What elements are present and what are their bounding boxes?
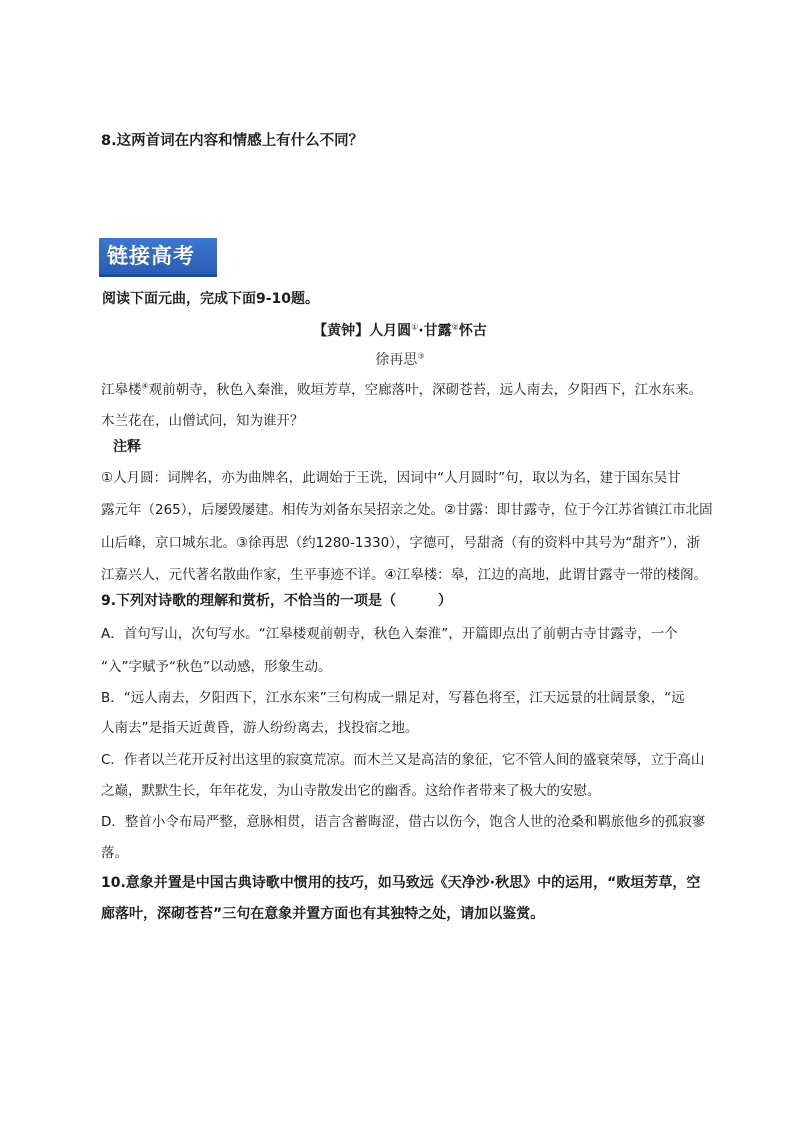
poem-line-1 <box>101 378 721 398</box>
poem-title-pre: 【黄钟】人月圆 <box>313 323 412 339</box>
poem-line-1-pre: 江皋楼 <box>101 382 142 398</box>
question-9: 9.下列对诗歌的理解和赏析，不恰当的一项是（ ） <box>101 593 453 609</box>
question-10-line-1: 10.意象并置是中国古典诗歌中惯用的技巧，如马致远《天净沙·秋思》中的运用，“败垣芳草，空 <box>101 875 701 891</box>
note-line: ①人月圆：词牌名，亦为曲牌名，此调始于王诜，因词中“人月圆时”句，取以为名，建于国东吴甘 <box>101 470 681 486</box>
poem-title-mid: ·甘露 <box>418 323 452 339</box>
option-b-line-2: 人南去”是指天近黄昏，游人纷纷离去，找投宿之地。 <box>101 720 419 736</box>
footnote-mark-2: ② <box>451 322 459 332</box>
option-a-line-1: A．首句写山，次句写水。“江皋楼观前朝寺，秋色入秦淮”，开篇即点出了前朝古寺甘露寺，一个 <box>101 626 678 642</box>
notes-heading: 注释 <box>113 439 141 455</box>
poem-line-2: 木兰花在，山僧试问，知为谁开？ <box>101 413 304 429</box>
reading-instruction: 阅读下面元曲，完成下面9-10题。 <box>102 291 320 307</box>
option-b-line-1: B．“远人南去，夕阳西下，江水东来”三句构成一鼎足对，写暮色将至，江天远景的壮阔景象，“远 <box>101 690 685 706</box>
poem-line-1-post: 观前朝寺，秋色入秦淮，败垣芳草，空廊落叶，深砌苍苔，远人南去，夕阳西下，江水东来。 <box>148 382 703 398</box>
question-10-line-2: 廊落叶，深砌苍苔”三句在意象并置方面也有其独特之处，请加以鉴赏。 <box>101 906 545 922</box>
option-d-line-1: D．整首小令布局严整，意脉相贯，语言含蓄晦涩，借古以伤今，饱含人世的沧桑和羁旅他乡的孤寂寥 <box>101 814 706 830</box>
note-line: 露元年（265），后屡毁屡建。相传为刘备东吴招亲之处。②甘露：即甘露寺，位于今江苏省镇江市北固 <box>101 502 713 518</box>
note-line: 江嘉兴人，元代著名散曲作家，生平事迹不详。④江皋楼：皋，江边的高地，此谓甘露寺一带的楼阁。 <box>101 567 708 583</box>
poem-title-post: 怀古 <box>458 323 487 339</box>
poem-author <box>0 349 800 369</box>
banner-underline <box>99 274 217 277</box>
section-banner: 链接高考 <box>99 238 217 274</box>
question-8: 8.这两首词在内容和情感上有什么不同？ <box>101 133 364 149</box>
poem-title <box>0 320 800 340</box>
option-c-line-2: 之巅，默默生长，年年花发，为山寺散发出它的幽香。这给作者带来了极大的安慰。 <box>101 783 601 799</box>
option-d-line-2: 落。 <box>101 845 128 861</box>
footnote-mark-4: ④ <box>141 381 149 391</box>
option-a-line-2: “入”字赋予“秋色”以动感，形象生动。 <box>101 659 332 675</box>
author-name: 徐再思 <box>375 352 418 368</box>
footnote-mark-1: ① <box>411 322 419 332</box>
note-line: 山后峰，京口城东北。③徐再思（约1280-1330），字德可，号甜斋（有的资料中其号为“甜齐”），浙 <box>101 535 701 551</box>
option-c-line-1: C．作者以兰花开反衬出这里的寂寞荒凉。而木兰又是高洁的象征，它不管人间的盛衰荣辱，立于高山 <box>101 752 705 768</box>
footnote-mark-3: ③ <box>417 351 425 361</box>
